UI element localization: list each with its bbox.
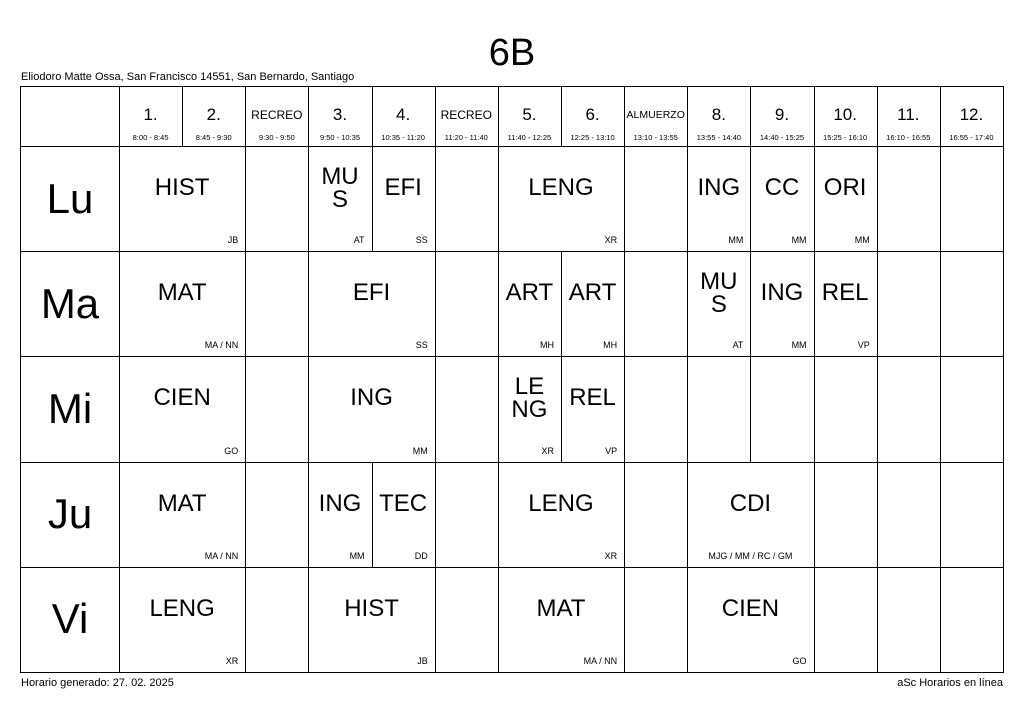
lesson-teacher: SS — [415, 340, 428, 351]
period-label: 9. — [774, 105, 790, 124]
column-divider — [877, 356, 878, 461]
lesson-subject: ING — [760, 279, 804, 307]
lesson-teacher: MA / NN — [583, 655, 618, 666]
lesson-subject: MUS — [700, 267, 738, 318]
lesson-teacher: XR — [225, 655, 239, 666]
column-divider — [372, 462, 373, 567]
period-time: 11:40 - 12:25 — [507, 133, 552, 142]
column-divider — [624, 462, 625, 567]
column-divider — [245, 356, 246, 461]
column-divider — [624, 567, 625, 672]
column-divider — [435, 146, 436, 251]
lesson-subject: LENG — [528, 174, 594, 202]
column-divider — [940, 356, 941, 461]
lesson-cell[interactable] — [687, 251, 750, 356]
period-time: 12:25 - 13:10 — [570, 133, 615, 142]
period-time: 9:50 - 10:35 — [319, 133, 360, 142]
lesson-subject: LENG — [528, 489, 594, 517]
column-divider — [119, 356, 120, 461]
lesson-subject: REL — [569, 384, 616, 412]
lesson-teacher: MH — [603, 340, 618, 351]
lesson-cell[interactable] — [687, 146, 750, 251]
column-divider — [687, 87, 688, 146]
column-divider — [750, 356, 751, 461]
period-time: 13:10 - 13:55 — [633, 133, 678, 142]
column-divider — [561, 356, 562, 461]
lesson-cell[interactable] — [498, 251, 561, 356]
column-divider — [750, 87, 751, 146]
lesson-teacher: VP — [857, 340, 870, 351]
lesson-teacher: MH — [539, 340, 554, 351]
column-divider — [245, 567, 246, 672]
day-label: Lu — [46, 174, 94, 222]
period-label: 6. — [585, 105, 600, 124]
lesson-subject: MAT — [536, 594, 586, 622]
column-divider — [940, 567, 941, 672]
column-divider — [624, 146, 625, 251]
column-divider — [435, 251, 436, 356]
period-label: 4. — [396, 105, 411, 124]
lesson-cell[interactable] — [750, 251, 813, 356]
column-divider — [877, 462, 878, 567]
lesson-cell[interactable] — [687, 567, 813, 672]
lesson-teacher: MJG / MM / RC / GM — [708, 550, 793, 561]
lesson-cell[interactable] — [119, 462, 245, 567]
period-time: 10:35 - 11:20 — [381, 133, 425, 142]
lesson-subject: MUS — [321, 162, 359, 213]
column-divider — [119, 146, 120, 251]
column-divider — [814, 87, 815, 146]
day-label: Ju — [47, 490, 93, 538]
lesson-cell[interactable] — [119, 251, 245, 356]
column-divider — [119, 251, 120, 356]
period-label: 3. — [332, 105, 348, 124]
lesson-cell[interactable] — [561, 251, 624, 356]
page-title: 6B — [488, 32, 536, 74]
period-label: 11. — [897, 105, 920, 124]
period-header — [940, 87, 1003, 146]
period-header — [308, 87, 371, 146]
lesson-subject: ART — [505, 279, 554, 307]
lesson-teacher: JB — [227, 235, 239, 246]
row-divider — [21, 567, 1003, 568]
column-divider — [372, 146, 373, 251]
column-divider — [687, 356, 688, 461]
column-divider — [435, 567, 436, 672]
lesson-teacher: MM — [791, 235, 807, 246]
period-header — [561, 87, 624, 146]
column-divider — [435, 462, 436, 567]
column-divider — [940, 462, 941, 567]
period-label: 1. — [143, 105, 158, 124]
column-divider — [372, 87, 373, 146]
lesson-teacher: MM — [791, 340, 807, 351]
period-header — [687, 87, 750, 146]
column-divider — [498, 462, 499, 567]
period-header — [182, 87, 245, 146]
column-divider — [877, 251, 878, 356]
column-divider — [814, 251, 815, 356]
column-divider — [245, 462, 246, 567]
timetable-grid — [20, 86, 1004, 673]
period-label: 8. — [711, 105, 726, 124]
column-divider — [245, 146, 246, 251]
row-divider — [21, 462, 1003, 463]
lesson-subject: HIST — [344, 594, 399, 622]
column-divider — [308, 87, 309, 146]
column-divider — [624, 87, 625, 146]
column-divider — [561, 251, 562, 356]
period-label: 2. — [206, 105, 221, 124]
column-divider — [624, 356, 625, 461]
lesson-subject: CDI — [729, 489, 772, 517]
column-divider — [940, 251, 941, 356]
row-divider — [21, 146, 1003, 147]
period-header — [372, 87, 435, 146]
column-divider — [687, 462, 688, 567]
column-divider — [814, 462, 815, 567]
lesson-subject: EFI — [384, 174, 422, 202]
lesson-teacher: GO — [792, 655, 807, 666]
period-time: 8:45 - 9:30 — [195, 133, 232, 142]
period-time: 9:30 - 9:50 — [258, 133, 295, 142]
generated-date: Horario generado: 27. 02. 2025 — [21, 677, 174, 689]
lesson-cell[interactable] — [308, 251, 434, 356]
column-divider — [435, 356, 436, 461]
lesson-teacher: JB — [417, 655, 428, 666]
period-time: 15:25 - 16:10 — [823, 133, 868, 142]
lesson-cell[interactable] — [498, 462, 624, 567]
credit-text: aSc Horarios en línea — [897, 677, 1003, 689]
lesson-subject: ART — [568, 279, 617, 307]
column-divider — [119, 87, 120, 146]
lesson-cell[interactable] — [119, 567, 245, 672]
column-divider — [498, 251, 499, 356]
day-label: Mi — [47, 384, 93, 432]
column-divider — [498, 146, 499, 251]
column-divider — [750, 146, 751, 251]
row-divider — [21, 356, 1003, 357]
column-divider — [119, 462, 120, 567]
column-divider — [308, 146, 309, 251]
day-label: Ma — [40, 279, 100, 327]
period-time: 14:40 - 15:25 — [759, 133, 805, 142]
row-divider — [21, 251, 1003, 252]
lesson-cell[interactable] — [308, 146, 371, 251]
lesson-cell[interactable] — [372, 146, 435, 251]
period-header — [814, 87, 877, 146]
lesson-cell[interactable] — [119, 146, 245, 251]
column-divider — [561, 87, 562, 146]
lesson-subject: ING — [697, 174, 741, 202]
period-time: 8:00 - 8:45 — [132, 133, 169, 142]
lesson-cell[interactable] — [119, 356, 245, 461]
column-divider — [814, 567, 815, 672]
column-divider — [498, 567, 499, 672]
period-header — [119, 87, 182, 146]
lesson-subject: EFI — [352, 279, 391, 307]
column-divider — [687, 567, 688, 672]
column-divider — [308, 356, 309, 461]
lesson-teacher: XR — [604, 550, 618, 561]
column-divider — [498, 356, 499, 461]
period-header — [435, 87, 498, 146]
lesson-cell[interactable] — [308, 462, 371, 567]
period-label: ALMUERZO — [626, 109, 685, 121]
lesson-subject: LENG — [511, 372, 548, 423]
lesson-subject: TEC — [379, 489, 428, 517]
column-divider — [940, 87, 941, 146]
lesson-cell[interactable] — [372, 462, 435, 567]
column-divider — [245, 87, 246, 146]
lesson-subject: CC — [764, 174, 800, 202]
lesson-cell[interactable] — [308, 567, 434, 672]
column-divider — [308, 462, 309, 567]
period-header — [245, 87, 308, 146]
lesson-subject: REL — [821, 279, 869, 307]
lesson-teacher: MM — [412, 445, 428, 456]
lesson-teacher: XR — [604, 235, 618, 246]
lesson-subject: ORI — [823, 174, 867, 202]
period-time: 13:55 - 14:40 — [696, 133, 741, 142]
lesson-subject: HIST — [154, 174, 210, 202]
lesson-teacher: DD — [414, 550, 428, 561]
lesson-teacher: SS — [415, 235, 428, 246]
column-divider — [245, 251, 246, 356]
lesson-subject: CIEN — [721, 594, 780, 622]
column-divider — [877, 567, 878, 672]
period-label: 12. — [959, 105, 984, 124]
lesson-teacher: VP — [605, 445, 618, 456]
lesson-teacher: MA / NN — [204, 340, 239, 351]
column-divider — [687, 251, 688, 356]
column-divider — [435, 87, 436, 146]
column-divider — [308, 567, 309, 672]
lesson-cell[interactable] — [814, 251, 877, 356]
column-divider — [687, 146, 688, 251]
lesson-cell[interactable] — [687, 462, 813, 567]
period-label: 5. — [522, 105, 537, 124]
column-divider — [624, 251, 625, 356]
column-divider — [750, 251, 751, 356]
period-time: 16:55 - 17:40 — [949, 133, 994, 142]
period-time: 11:20 - 11:40 — [444, 133, 488, 142]
column-divider — [814, 146, 815, 251]
lesson-cell[interactable] — [498, 356, 561, 461]
column-divider — [940, 146, 941, 251]
period-label: 10. — [833, 105, 857, 124]
lesson-cell[interactable] — [308, 356, 434, 461]
lesson-subject: ING — [318, 489, 362, 517]
lesson-teacher: AT — [732, 340, 744, 351]
lesson-teacher: GO — [224, 445, 239, 456]
lesson-subject: CIEN — [153, 384, 211, 412]
period-header — [877, 87, 940, 146]
lesson-subject: MAT — [157, 489, 207, 517]
period-header — [750, 87, 813, 146]
lesson-teacher: XR — [541, 445, 554, 456]
day-label: Vi — [51, 595, 89, 643]
lesson-cell[interactable] — [498, 567, 624, 672]
column-divider — [814, 356, 815, 461]
school-address: Eliodoro Matte Ossa, San Francisco 14551, San Bernardo, Santiago — [21, 71, 355, 83]
period-label: RECREO — [440, 108, 492, 122]
period-header — [498, 87, 561, 146]
lesson-teacher: MM — [349, 550, 365, 561]
column-divider — [877, 146, 878, 251]
lesson-cell[interactable] — [498, 146, 624, 251]
lesson-subject: ING — [350, 384, 393, 412]
column-divider — [182, 87, 183, 146]
period-time: 16:10 - 16:55 — [886, 133, 931, 142]
lesson-teacher: MM — [854, 235, 870, 246]
lesson-cell[interactable] — [561, 356, 624, 461]
period-header — [624, 87, 687, 146]
lesson-subject: MAT — [157, 279, 207, 307]
column-divider — [877, 87, 878, 146]
lesson-cell[interactable] — [814, 146, 877, 251]
lesson-teacher: AT — [353, 235, 365, 246]
column-divider — [498, 87, 499, 146]
lesson-teacher: MA / NN — [204, 550, 239, 561]
lesson-subject: LENG — [149, 594, 215, 622]
column-divider — [308, 251, 309, 356]
lesson-teacher: MM — [728, 235, 744, 246]
column-divider — [119, 567, 120, 672]
lesson-cell[interactable] — [750, 146, 813, 251]
period-label: RECREO — [251, 108, 303, 122]
